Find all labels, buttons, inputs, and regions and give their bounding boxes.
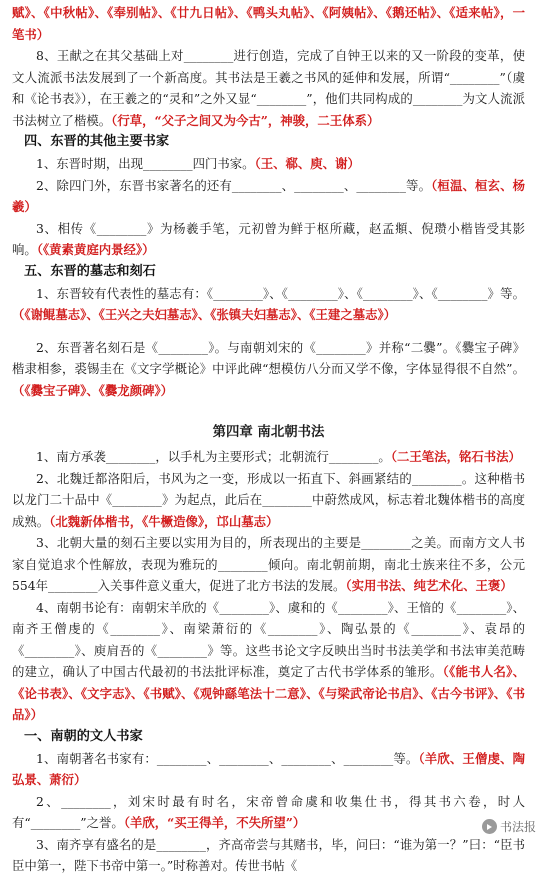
spacer xyxy=(12,326,525,337)
question-text: 2、除四门外，东晋书家著名的还有________、________、________等。 xyxy=(36,178,431,193)
question-text: 2、东晋著名刻石是《________》。与南朝刘宋的《________》并称“二爨”。《爨宝子碑》楷隶相参，裘锡圭在《文字学概论》中评此碑“想模仿八分而又学不像，字体显得很不自然”。 xyxy=(12,340,525,377)
question-paragraph xyxy=(12,791,525,834)
watermark xyxy=(479,817,539,836)
question-text: 2、________，刘宋时最有时名，宋帝曾命虞和收集仕书，得其书六卷，时人有“________”之誉。 xyxy=(12,794,525,831)
question-text: 1、东晋时期，出现________四门书家。 xyxy=(36,156,255,171)
answer-text: （桓温、桓玄、杨羲） xyxy=(12,178,525,215)
question-paragraph xyxy=(12,597,525,726)
question-text: 3、南齐享有盛名的是________，齐高帝尝与其赌书，毕，问曰：“谁为第一？”曰：“臣书臣中第一，陛下书帝中第一。”时称善对。传世书帖《 xyxy=(12,837,525,874)
answer-text: （行草，“父子之间又为今古”，神骏，二王体系） xyxy=(111,113,379,128)
section-heading xyxy=(12,261,525,283)
question-text: 第四章 南北朝书法 xyxy=(213,424,325,440)
question-text: 1、南朝著名书家有：________、________、________、________等。 xyxy=(36,751,418,766)
question-paragraph xyxy=(12,283,525,326)
question-text: 1、南方承袭________，以手札为主要形式；北朝流行________。 xyxy=(36,449,391,464)
answer-text: 赋》、《中秋帖》、《奉别帖》、《廿九日帖》、《鸭头丸帖》、《阿姨帖》、《鹅还帖》、《适来帖》，一笔书） xyxy=(12,5,525,42)
answer-text: （二王笔法，铭石书法） xyxy=(391,449,521,464)
question-text: 2、北魏迁都洛阳后，书风为之一变，形成以一拓直下、斜画紧结的________。这种楷书以龙门二十品中《________》为起点，此后在________中蔚然成风，标志着北魏体楷书的高度成熟。 xyxy=(12,471,525,529)
play-triangle-icon xyxy=(482,819,497,834)
question-paragraph xyxy=(12,153,525,175)
question-paragraph xyxy=(12,337,525,402)
watermark-text: 书法报 xyxy=(500,818,536,835)
answer-text: （《能书人名》、《论书表》、《文字志》、《书赋》、《观钟繇笔法十二意》、《与梁武帝论书启》、《古今书评》、《书品》） xyxy=(12,664,525,722)
question-paragraph xyxy=(12,2,525,45)
question-text: 4、南朝书论有：南朝宋羊欣的《________》、虞和的《________》、王愔的《________》、南齐王僧虔的《________》、南梁萧衍的《________》、陶弘景的《________》、袁昂的《________》、庾肩吾的《________》等。这些书论文字反映出当时书法美学和书法审美范畴的建立，确认了中国古代最初的书法批评标准，奠定了古代书学体系的雏形。 xyxy=(12,600,525,680)
question-text: 1、东晋较有代表性的墓志有：《________》、《________》、《________》、《________》等。 xyxy=(36,286,525,301)
answer-text: （羊欣，“买王得羊，不失所望”） xyxy=(124,815,306,830)
answer-text: （《爨宝子碑》、《爨龙颜碑》） xyxy=(12,383,173,398)
answer-text: （《黄素黄庭内景经》） xyxy=(37,242,155,257)
question-paragraph xyxy=(12,468,525,533)
answer-text: （《谢鲲墓志》、《王兴之夫妇墓志》、《张镇夫妇墓志》、《王建之墓志》） xyxy=(12,307,396,322)
question-paragraph xyxy=(12,748,525,791)
question-text: 3、北朝大量的刻石主要以实用为目的，所表现出的主要是________之美。而南方文人书家自觉追求个性解放，表现为雅玩的________倾向。南北朝前期，南北士族来往不多，公元554年________入关事件意义重大，促进了北方书法的发展。 xyxy=(12,535,525,593)
answer-text: （王、郗、庾、谢） xyxy=(255,156,360,171)
question-paragraph xyxy=(12,834,525,877)
question-paragraph xyxy=(12,532,525,597)
answer-text: （羊欣、王僧虔、陶弘景、萧衍） xyxy=(12,751,525,788)
question-text: 8、王献之在其父基础上对________进行创造，完成了自钟王以来的又一阶段的变革，使文人流派书法发展到了一个新高度。其书法是王羲之书风的延伸和发展，所谓“________”（虞和《论书表》），在王羲之的“灵和”之外又显“________”，他们共同构成的________为文人流派书法树立了楷模。 xyxy=(12,48,525,128)
question-paragraph xyxy=(12,175,525,218)
section-heading xyxy=(12,726,525,748)
section-heading xyxy=(12,131,525,153)
question-text: 四、东晋的其他主要书家 xyxy=(24,134,169,149)
question-paragraph xyxy=(12,218,525,261)
question-text: 五、东晋的墓志和刻石 xyxy=(24,264,156,279)
answer-text: （北魏新体楷书，《牛橛造像》，邙山墓志） xyxy=(49,514,278,529)
chapter-title xyxy=(12,421,525,443)
question-text: 3、相传《________》为杨羲手笔，元初曾为鲜于枢所藏，赵孟頫、倪瓒小楷皆受其影响。 xyxy=(12,221,525,258)
answer-text: （实用书法、纯艺术化、王褒） xyxy=(345,578,512,593)
question-paragraph xyxy=(12,446,525,468)
question-paragraph xyxy=(12,45,525,131)
question-text: 一、南朝的文人书家 xyxy=(24,729,143,744)
